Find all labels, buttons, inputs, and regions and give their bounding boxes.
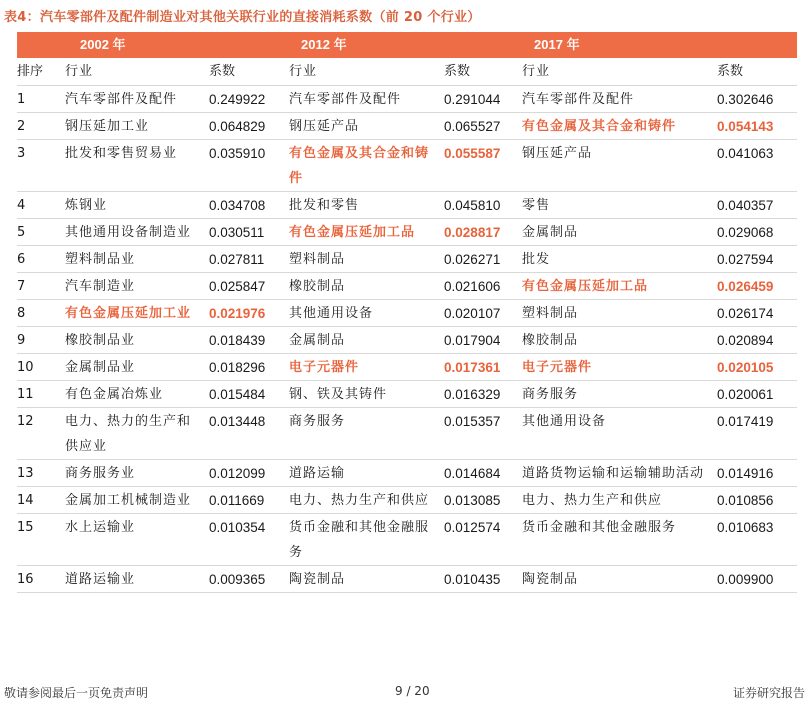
industry-2002-cell: 金属加工机械制造业 (65, 487, 209, 514)
table-row (17, 140, 797, 192)
industry-2017-cell: 有色金属及其合金和铸件 (522, 113, 717, 140)
rank-cell: 1 (17, 86, 65, 113)
industry-2012-cell: 钢压延产品 (289, 113, 444, 140)
table-row (17, 300, 797, 327)
coef-2017-cell: 0.041063 (717, 140, 797, 192)
table-title: 表4：汽车零部件及配件制造业对其他关联行业的直接消耗系数（前 20 个行业） (4, 10, 481, 25)
industry-2012-cell: 电子元器件 (289, 354, 444, 381)
rank-cell: 10 (17, 354, 65, 381)
industry-2017-cell: 有色金属压延加工品 (522, 273, 717, 300)
table-row (17, 514, 797, 566)
coef-2002-cell: 0.011669 (209, 487, 289, 514)
industry-2002-cell: 塑料制品业 (65, 246, 209, 273)
rank-cell: 3 (17, 140, 65, 192)
coef-2012-cell: 0.014684 (444, 460, 522, 487)
industry-2012-cell: 其他通用设备 (289, 300, 444, 327)
rank-cell: 7 (17, 273, 65, 300)
industry-2012-cell: 塑料制品 (289, 246, 444, 273)
industry-2012-cell: 陶瓷制品 (289, 566, 444, 593)
coef-2002-cell: 0.064829 (209, 113, 289, 140)
industry-2002-cell: 其他通用设备制造业 (65, 219, 209, 246)
table-row (17, 487, 797, 514)
industry-2002-cell: 道路运输业 (65, 566, 209, 593)
coef-2017-cell: 0.010856 (717, 487, 797, 514)
coef-2002-cell: 0.013448 (209, 408, 289, 460)
coef-header-2012: 系数 (444, 58, 522, 86)
rank-cell: 12 (17, 408, 65, 460)
coef-header-2017: 系数 (717, 58, 797, 86)
coef-2017-cell: 0.020105 (717, 354, 797, 381)
rank-cell: 13 (17, 460, 65, 487)
table-row (17, 192, 797, 219)
page-number: 9 / 20 (395, 684, 430, 698)
coef-2012-cell: 0.015357 (444, 408, 522, 460)
coef-2017-cell: 0.010683 (717, 514, 797, 566)
year-header-row (17, 32, 797, 58)
industry-2012-cell: 钢、铁及其铸件 (289, 381, 444, 408)
rank-cell: 9 (17, 327, 65, 354)
industry-2017-cell: 电子元器件 (522, 354, 717, 381)
coef-2012-cell: 0.065527 (444, 113, 522, 140)
industry-2017-cell: 电力、热力生产和供应 (522, 487, 717, 514)
industry-2017-cell: 塑料制品 (522, 300, 717, 327)
table-row (17, 219, 797, 246)
rank-cell: 11 (17, 381, 65, 408)
rank-cell: 6 (17, 246, 65, 273)
industry-2017-cell: 道路货物运输和运输辅助活动 (522, 460, 717, 487)
year-2002-header: 2002 年 (80, 37, 126, 52)
coef-2017-cell: 0.014916 (717, 460, 797, 487)
coef-2012-cell: 0.012574 (444, 514, 522, 566)
coef-2017-cell: 0.026459 (717, 273, 797, 300)
coef-2017-cell: 0.029068 (717, 219, 797, 246)
industry-2002-cell: 水上运输业 (65, 514, 209, 566)
coef-2012-cell: 0.291044 (444, 86, 522, 113)
industry-2002-cell: 批发和零售贸易业 (65, 140, 209, 192)
page-footer (0, 684, 805, 700)
coef-2017-cell: 0.027594 (717, 246, 797, 273)
coef-2002-cell: 0.010354 (209, 514, 289, 566)
table-row (17, 354, 797, 381)
coef-2002-cell: 0.015484 (209, 381, 289, 408)
report-type: 证券研究报告 (733, 686, 805, 700)
industry-2012-cell: 道路运输 (289, 460, 444, 487)
coef-header-2002: 系数 (209, 58, 289, 86)
table-row (17, 113, 797, 140)
coef-2012-cell: 0.017904 (444, 327, 522, 354)
coef-2012-cell: 0.055587 (444, 140, 522, 192)
industry-2012-cell: 有色金属压延加工品 (289, 219, 444, 246)
industry-2017-cell: 陶瓷制品 (522, 566, 717, 593)
coef-2012-cell: 0.017361 (444, 354, 522, 381)
industry-2002-cell: 钢压延加工业 (65, 113, 209, 140)
industry-2012-cell: 橡胶制品 (289, 273, 444, 300)
coef-2002-cell: 0.018439 (209, 327, 289, 354)
rank-cell: 15 (17, 514, 65, 566)
coef-2012-cell: 0.010435 (444, 566, 522, 593)
year-2012-header: 2012 年 (301, 37, 347, 52)
industry-2017-cell: 其他通用设备 (522, 408, 717, 460)
industry-2012-cell: 货币金融和其他金融服务 (289, 514, 444, 566)
table-row (17, 408, 797, 460)
table-row (17, 460, 797, 487)
industry-2017-cell: 钢压延产品 (522, 140, 717, 192)
coef-2002-cell: 0.012099 (209, 460, 289, 487)
table-row (17, 86, 797, 113)
coef-2017-cell: 0.302646 (717, 86, 797, 113)
disclaimer-note: 敬请参阅最后一页免责声明 (4, 686, 149, 700)
coef-2002-cell: 0.030511 (209, 219, 289, 246)
industry-2012-cell: 汽车零部件及配件 (289, 86, 444, 113)
coef-2012-cell: 0.013085 (444, 487, 522, 514)
rank-cell: 8 (17, 300, 65, 327)
industry-2002-cell: 商务服务业 (65, 460, 209, 487)
industry-2002-cell: 有色金属压延加工业 (65, 300, 209, 327)
rank-cell: 2 (17, 113, 65, 140)
table-row (17, 246, 797, 273)
industry-2002-cell: 电力、热力的生产和供应业 (65, 408, 209, 460)
coef-2012-cell: 0.026271 (444, 246, 522, 273)
rank-cell: 5 (17, 219, 65, 246)
table-row (17, 381, 797, 408)
coef-2012-cell: 0.016329 (444, 381, 522, 408)
industry-2017-cell: 货币金融和其他金融服务 (522, 514, 717, 566)
coef-2012-cell: 0.020107 (444, 300, 522, 327)
industry-2017-cell: 橡胶制品 (522, 327, 717, 354)
rank-cell: 16 (17, 566, 65, 593)
industry-header-2017: 行业 (522, 58, 717, 86)
industry-2012-cell: 商务服务 (289, 408, 444, 460)
year-2017-header: 2017 年 (534, 37, 580, 52)
industry-2002-cell: 炼钢业 (65, 192, 209, 219)
industry-2002-cell: 橡胶制品业 (65, 327, 209, 354)
coef-2002-cell: 0.009365 (209, 566, 289, 593)
coef-2002-cell: 0.025847 (209, 273, 289, 300)
industry-2002-cell: 汽车制造业 (65, 273, 209, 300)
industry-2017-cell: 批发 (522, 246, 717, 273)
table-row (17, 327, 797, 354)
coef-2002-cell: 0.027811 (209, 246, 289, 273)
coef-2017-cell: 0.020061 (717, 381, 797, 408)
rank-header: 排序 (17, 58, 65, 86)
industry-header-2002: 行业 (65, 58, 209, 86)
industry-2017-cell: 商务服务 (522, 381, 717, 408)
coef-2017-cell: 0.009900 (717, 566, 797, 593)
coef-2002-cell: 0.034708 (209, 192, 289, 219)
coef-2002-cell: 0.018296 (209, 354, 289, 381)
industry-2002-cell: 汽车零部件及配件 (65, 86, 209, 113)
coef-2017-cell: 0.040357 (717, 192, 797, 219)
industry-2012-cell: 批发和零售 (289, 192, 444, 219)
industry-2012-cell: 电力、热力生产和供应 (289, 487, 444, 514)
coef-2012-cell: 0.045810 (444, 192, 522, 219)
coef-2002-cell: 0.249922 (209, 86, 289, 113)
industry-2017-cell: 金属制品 (522, 219, 717, 246)
industry-2012-cell: 有色金属及其合金和铸件 (289, 140, 444, 192)
coef-2017-cell: 0.017419 (717, 408, 797, 460)
industry-2012-cell: 金属制品 (289, 327, 444, 354)
column-header-row (17, 58, 797, 86)
rank-cell: 14 (17, 487, 65, 514)
industry-header-2012: 行业 (289, 58, 444, 86)
coef-2017-cell: 0.054143 (717, 113, 797, 140)
rank-cell: 4 (17, 192, 65, 219)
coef-2017-cell: 0.026174 (717, 300, 797, 327)
coef-2017-cell: 0.020894 (717, 327, 797, 354)
industry-2002-cell: 金属制品业 (65, 354, 209, 381)
table-row (17, 273, 797, 300)
industry-2002-cell: 有色金属冶炼业 (65, 381, 209, 408)
coef-2012-cell: 0.021606 (444, 273, 522, 300)
consumption-coefficient-table (17, 32, 797, 593)
coef-2012-cell: 0.028817 (444, 219, 522, 246)
industry-2017-cell: 汽车零部件及配件 (522, 86, 717, 113)
coef-2002-cell: 0.035910 (209, 140, 289, 192)
coef-2002-cell: 0.021976 (209, 300, 289, 327)
industry-2017-cell: 零售 (522, 192, 717, 219)
table-row (17, 566, 797, 593)
